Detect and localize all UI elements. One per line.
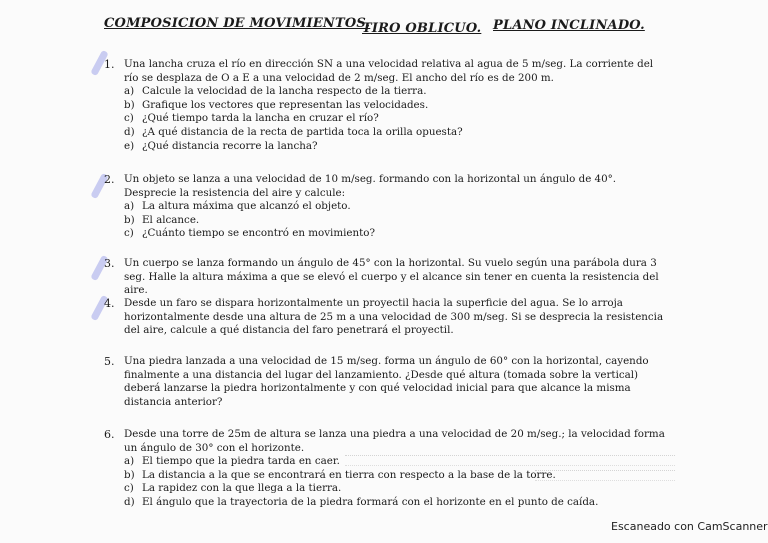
problem-3 [104, 257, 670, 298]
problem-5 [104, 355, 670, 409]
document-subtitle-plano-inclinado: PLANO INCLINADO. [493, 18, 645, 33]
problem-number: 5. [104, 355, 115, 368]
list-item: a) Calcule la velocidad de la lancha respecto de la tierra. [124, 85, 427, 98]
document-title: COMPOSICION DE MOVIMIENTOS. [104, 16, 371, 31]
problem-text: Un cuerpo se lanza formando un ángulo de 45° con la horizontal. Su vuelo según una parábola dura 3 seg. Halle la altura máxima a que se elevó el cuerpo y el alcance sin tener en cuenta la resistencia del aire. [124, 257, 659, 297]
list-item: c) La rapidez con la que llega a la tierra. [124, 482, 342, 495]
problem-4 [104, 297, 670, 338]
problem-number: 4. [104, 297, 115, 310]
problem-text: Un objeto se lanza a una velocidad de 10 m/seg. formando con la horizontal un ángulo de 40°. Desprecie la resistencia del aire y calcule: [124, 173, 617, 199]
list-item: d) ¿A qué distancia de la recta de partida toca la orilla opuesta? [124, 125, 463, 138]
problem-1 [104, 58, 670, 153]
scan-noise [345, 455, 675, 466]
problem-items [124, 200, 670, 241]
problem-items [124, 85, 670, 153]
list-item: a) La altura máxima que alcanzó el objeto. [124, 200, 351, 213]
problem-text: Una lancha cruza el río en dirección SN a una velocidad relativa al agua de 5 m/seg. La corriente del río se desplaza de O a E a una velocidad de 2 m/seg. El ancho del río es de 200 m. [124, 58, 654, 84]
list-item: e) ¿Qué distancia recorre la lancha? [124, 139, 318, 152]
list-item: b) Grafique los vectores que representan las velocidades. [124, 98, 429, 111]
list-item: a) El tiempo que la piedra tarda en caer. [124, 455, 340, 468]
list-item: c) ¿Cuánto tiempo se encontró en movimiento? [124, 227, 375, 240]
camscanner-watermark: Escaneado con CamScanner [611, 520, 768, 533]
problem-text: Desde un faro se dispara horizontalmente un proyectil hacia la superficie del agua. Se lo arroja horizontalmente desde una altura de 25 m a una velocidad de 300 m/seg. Si se desprecia la resistencia del aire, calcule a qué distancia del faro penetrará el proyectil. [124, 297, 664, 337]
document-subtitle-tiro-oblicuo: TIRO OBLICUO. [362, 21, 482, 36]
list-item: b) El alcance. [124, 213, 200, 226]
problem-text: Desde una torre de 25m de altura se lanza una piedra a una velocidad de 20 m/seg.; la velocidad forma un ángulo de 30° con el horizonte. [124, 428, 665, 454]
problem-text: Una piedra lanzada a una velocidad de 15 m/seg. forma un ángulo de 60° con la horizontal, cayendo finalmente a una distancia del lugar del lanzamiento. ¿Desde qué altura (tomada sobre la vertical) deberá lanzarse la piedra horizontalmente y con qué velocidad inicial para que alcance la misma distancia anterior? [124, 355, 649, 408]
problem-number: 6. [104, 428, 115, 441]
problem-number: 2. [104, 173, 115, 186]
list-item: b) La distancia a la que se encontrará en tierra con respecto a la base de la torre. [124, 468, 556, 481]
list-item: d) El ángulo que la trayectoria de la piedra formará con el horizonte en el punto de caída. [124, 495, 599, 508]
problem-number: 1. [104, 58, 115, 71]
problem-6 [104, 428, 670, 510]
problem-2 [104, 173, 670, 241]
scan-noise [535, 470, 675, 481]
list-item: c) ¿Qué tiempo tarda la lancha en cruzar el río? [124, 112, 379, 125]
problem-number: 3. [104, 257, 115, 270]
